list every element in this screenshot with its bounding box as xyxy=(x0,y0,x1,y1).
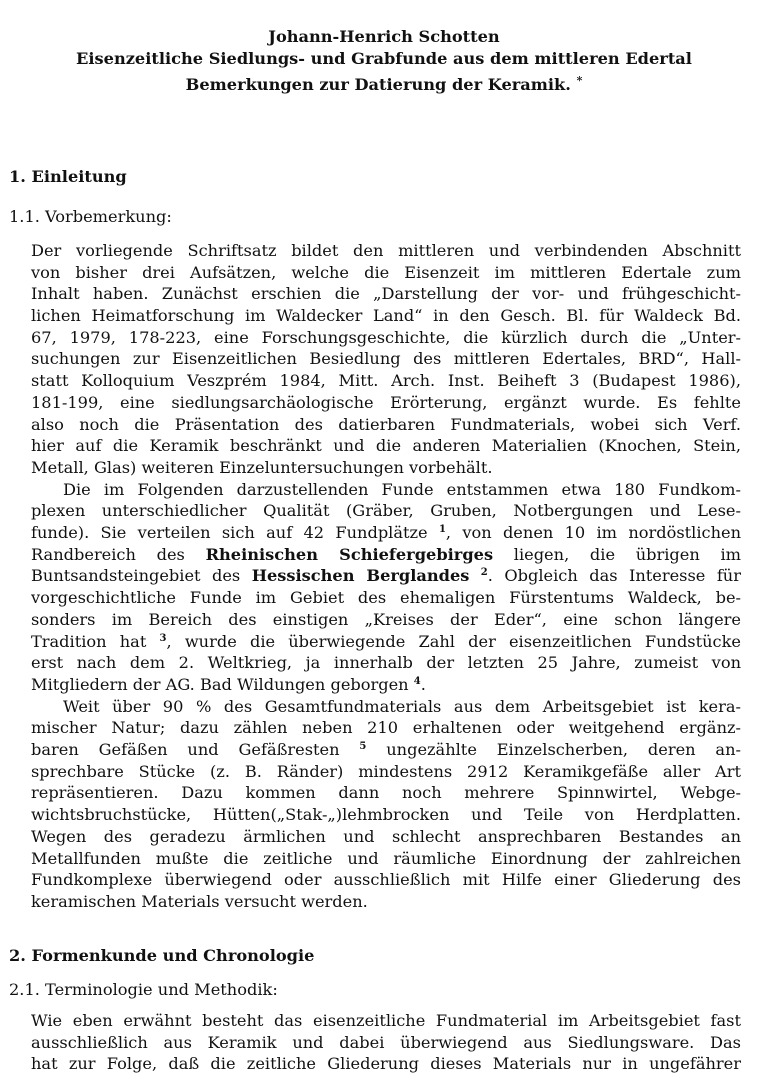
document-header xyxy=(0,26,768,96)
text-line: Inhalt haben. Zunächst erschien die „Darstellung der vor- und frühgeschicht- xyxy=(31,284,741,304)
document-subtitle: Bemerkungen zur Datierung der Keramik. * xyxy=(185,74,583,94)
footnote-ref-2[interactable]: 2 xyxy=(480,567,488,579)
text-line: Metallfunden mußte die zeitliche und räumliche Einordnung der zahlreichen xyxy=(31,848,741,868)
text-line: wichtsbruchstücke, Hütten(„Stak-„)lehmbrocken und Teile von Herdplatten. xyxy=(31,805,741,825)
footnote-ref-4[interactable]: 4 xyxy=(413,675,421,687)
text-line: Randbereich des Rheinischen Schiefergebirges liegen, die übrigen im xyxy=(31,544,741,564)
title-footnote-mark: * xyxy=(576,74,583,87)
text-line: sprechbare Stücke (z. B. Ränder) mindestens 2912 Keramikgefäße aller Art xyxy=(31,761,741,781)
text-line: Wegen des geradezu ärmlichen und schlecht ansprechbaren Bestandes an xyxy=(31,826,741,846)
text-line: Wie eben erwähnt besteht das eisenzeitliche Fundmaterial im Arbeitsgebiet fast xyxy=(31,1011,741,1030)
subheading-terminologie: 2.1. Terminologie und Methodik: xyxy=(9,980,278,999)
text-line: 67, 1979, 178-223, eine Forschungsgeschichte, die kürzlich durch die „Unter- xyxy=(31,327,741,347)
text-line: mischer Natur; dazu zählen neben 210 erhaltenen oder weitgehend ergänz- xyxy=(31,718,741,738)
section-heading-formenkunde: 2. Formenkunde und Chronologie xyxy=(9,946,315,965)
text-line: lichen Heimatforschung im Waldecker Land“ in den Gesch. Bl. für Waldeck Bd. xyxy=(31,306,741,326)
paragraph-vorbemerkung-2 xyxy=(31,479,741,696)
text-line: Fundkomplexe überwiegend oder ausschließlich mit Hilfe einer Gliederung des xyxy=(31,870,741,890)
text-line: von bisher drei Aufsätzen, welche die Eisenzeit im mittleren Edertale zum xyxy=(31,262,741,282)
text-line: Mitgliedern der AG. Bad Wildungen geborgen $^4$. xyxy=(31,674,426,694)
text-line: Weit über 90 % des Gesamtfundmaterials aus dem Arbeitsgebiet ist kera- xyxy=(63,696,741,716)
text-line: keramischen Materials versucht werden. xyxy=(31,891,368,911)
text-line: Tradition hat $^3$, wurde die überwiegende Zahl der eisenzeitlichen Fundstücke xyxy=(31,631,741,651)
footnote-ref-5[interactable]: 5 xyxy=(359,741,367,753)
text-line: hat zur Folge, daß die zeitliche Gliederung dieses Materials nur in ungefährer xyxy=(31,1054,741,1074)
text-line: erst nach dem 2. Weltkrieg, ja innerhalb der letzten 25 Jahre, zumeist von xyxy=(31,653,741,673)
author-name: Johann-Henrich Schotten xyxy=(268,27,500,46)
emphasis-rheinisches-schiefergebirge: Rheinischen Schiefergebirges xyxy=(205,544,494,564)
text-line: Buntsandsteingebiet des Hessischen Berglandes $^2$. Obgleich das Interesse für xyxy=(31,566,741,586)
footnote-ref-3[interactable]: 3 xyxy=(159,632,167,644)
text-line: plexen unterschiedlicher Qualität (Gräber, Gruben, Notbergungen und Lese- xyxy=(31,501,741,521)
text-line: repräsentieren. Dazu kommen dann noch mehrere Spinnwirtel, Webge- xyxy=(31,783,741,803)
text-line: vorgeschichtliche Funde im Gebiet des ehemaligen Fürstentums Waldeck, be- xyxy=(31,588,741,608)
text-line: hier auf die Keramik beschränkt und die anderen Materialien (Knochen, Stein, xyxy=(31,436,741,456)
footnote-ref-1[interactable]: 1 xyxy=(438,524,446,536)
paragraph-vorbemerkung-1 xyxy=(31,240,741,479)
section-heading-einleitung: 1. Einleitung xyxy=(9,167,127,186)
text-line: 181-199, eine siedlungsarchäologische Erörterung, ergänzt wurde. Es fehlte xyxy=(31,392,741,412)
text-line: Die im Folgenden darzustellenden Funde entstammen etwa 180 Fundkom- xyxy=(63,479,741,499)
text-line: ausschließlich aus Keramik und dabei überwiegend aus Siedlungsware. Das xyxy=(31,1032,741,1052)
paragraph-terminologie-1 xyxy=(31,1010,741,1075)
subheading-vorbemerkung: 1.1. Vorbemerkung: xyxy=(9,207,172,226)
text-line: statt Kolloquium Veszprém 1984, Mitt. Arch. Inst. Beiheft 3 (Budapest 1986), xyxy=(31,371,741,391)
text-line: Metall, Glas) weiteren Einzeluntersuchungen vorbehält. xyxy=(31,457,493,477)
text-line: also noch die Präsentation des datierbaren Fundmaterials, wobei sich Verf. xyxy=(31,414,741,434)
emphasis-hessisches-bergland: Hessischen Berglandes xyxy=(251,566,470,586)
paragraph-vorbemerkung-3 xyxy=(31,696,741,913)
text-line: funde). Sie verteilen sich auf 42 Fundplätze $^1$, von denen 10 im nordöstlichen xyxy=(31,523,741,543)
document-title: Eisenzeitliche Siedlungs- und Grabfunde aus dem mittleren Edertal xyxy=(76,49,692,68)
text-line: suchungen zur Eisenzeitlichen Besiedlung des mittleren Edertales, BRD“, Hall- xyxy=(31,349,741,369)
text-line: baren Gefäßen und Gefäßresten $^5$ ungezählte Einzelscherben, deren an- xyxy=(31,740,741,760)
text-line: Der vorliegende Schriftsatz bildet den mittleren und verbindenden Abschnitt xyxy=(31,241,741,260)
text-line: sonders im Bereich des einstigen „Kreises der Eder“, eine schon längere xyxy=(31,609,741,629)
